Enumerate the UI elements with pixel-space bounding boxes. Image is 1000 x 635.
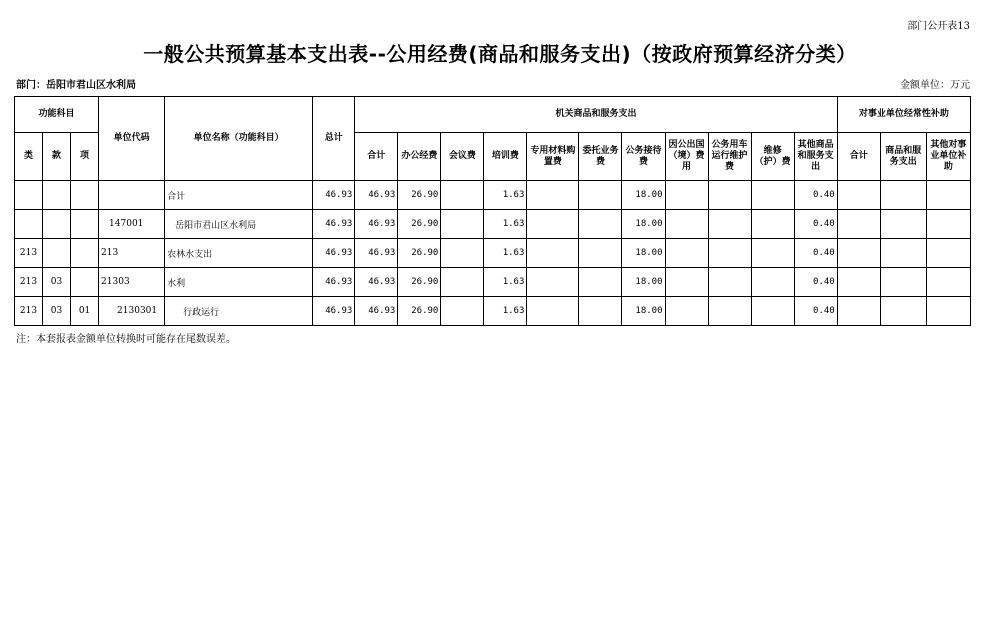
cell-vehicle-fee — [708, 268, 751, 297]
page-title: 一般公共预算基本支出表--公用经费(商品和服务支出)（按政府预算经济分类） — [143, 42, 857, 66]
header-sub-total: 合计 — [837, 133, 880, 181]
cell-sub-total — [837, 268, 880, 297]
cell-office-fee: 26.90 — [398, 181, 441, 210]
cell-vehicle-fee — [708, 181, 751, 210]
cell-vehicle-fee — [708, 210, 751, 239]
header-xiang: 项 — [71, 133, 99, 181]
cell-sub-total — [837, 181, 880, 210]
table-row — [15, 297, 971, 326]
cell-abroad-fee — [665, 239, 708, 268]
header-reception-fee: 公务接待费 — [622, 133, 665, 181]
cell-office-fee: 26.90 — [398, 239, 441, 268]
cell-other-gs: 0.40 — [794, 239, 837, 268]
cell-xiang — [71, 210, 99, 239]
header-sub-other: 其他对事业单位补助 — [926, 133, 970, 181]
header-lei: 类 — [15, 133, 43, 181]
cell-training-fee: 1.63 — [484, 181, 527, 210]
cell-repair-fee — [751, 210, 794, 239]
cell-lei: 213 — [15, 268, 43, 297]
cell-material-fee — [527, 210, 579, 239]
cell-reception-fee: 18.00 — [622, 210, 665, 239]
header-kuan: 款 — [43, 133, 71, 181]
cell-total: 46.93 — [313, 210, 355, 239]
cell-name: 农林水支出 — [165, 239, 313, 268]
cell-xiang — [71, 239, 99, 268]
department-label: 部门：岳阳市君山区水利局 — [16, 80, 136, 91]
cell-gs-total: 46.93 — [355, 210, 398, 239]
cell-repair-fee — [751, 268, 794, 297]
cell-kuan — [43, 181, 71, 210]
cell-sub-total — [837, 210, 880, 239]
expense-table — [14, 96, 971, 326]
cell-name: 合计 — [165, 181, 313, 210]
cell-reception-fee: 18.00 — [622, 181, 665, 210]
cell-training-fee: 1.63 — [484, 210, 527, 239]
cell-material-fee — [527, 181, 579, 210]
cell-sub-other — [926, 210, 970, 239]
cell-total: 46.93 — [313, 181, 355, 210]
cell-lei: 213 — [15, 297, 43, 326]
header-sub-gs: 商品和服务支出 — [880, 133, 926, 181]
cell-reception-fee: 18.00 — [622, 268, 665, 297]
cell-kuan: 03 — [43, 268, 71, 297]
cell-code: 213 — [99, 239, 165, 268]
header-unit-name: 单位名称（功能科目） — [165, 97, 313, 181]
cell-vehicle-fee — [708, 239, 751, 268]
header-office-fee: 办公经费 — [398, 133, 441, 181]
header-training-fee: 培训费 — [484, 133, 527, 181]
table-row — [15, 239, 971, 268]
cell-commission-fee — [579, 239, 622, 268]
cell-material-fee — [527, 268, 579, 297]
cell-commission-fee — [579, 268, 622, 297]
cell-abroad-fee — [665, 210, 708, 239]
cell-meeting-fee — [441, 268, 484, 297]
cell-repair-fee — [751, 297, 794, 326]
cell-meeting-fee — [441, 297, 484, 326]
cell-sub-other — [926, 297, 970, 326]
cell-kuan — [43, 239, 71, 268]
header-gs-total: 合计 — [355, 133, 398, 181]
cell-gs-total: 46.93 — [355, 297, 398, 326]
cell-name: 水利 — [165, 268, 313, 297]
cell-commission-fee — [579, 210, 622, 239]
cell-gs-total: 46.93 — [355, 268, 398, 297]
cell-code: 147001 — [99, 210, 165, 239]
cell-other-gs: 0.40 — [794, 297, 837, 326]
cell-name: 岳阳市君山区水利局 — [165, 210, 313, 239]
cell-reception-fee: 18.00 — [622, 297, 665, 326]
cell-repair-fee — [751, 181, 794, 210]
header-other-gs: 其他商品和服务支出 — [794, 133, 837, 181]
cell-office-fee: 26.90 — [398, 210, 441, 239]
cell-total: 46.93 — [313, 239, 355, 268]
cell-total: 46.93 — [313, 268, 355, 297]
cell-reception-fee: 18.00 — [622, 239, 665, 268]
cell-sub-total — [837, 297, 880, 326]
cell-sub-gs — [880, 297, 926, 326]
cell-abroad-fee — [665, 297, 708, 326]
cell-material-fee — [527, 297, 579, 326]
table-row — [15, 181, 971, 210]
header-commission-fee: 委托业务费 — [579, 133, 622, 181]
cell-gs-total: 46.93 — [355, 239, 398, 268]
cell-kuan — [43, 210, 71, 239]
cell-total: 46.93 — [313, 297, 355, 326]
cell-sub-gs — [880, 268, 926, 297]
header-total: 总计 — [313, 97, 355, 181]
cell-other-gs: 0.40 — [794, 268, 837, 297]
cell-xiang: 01 — [71, 297, 99, 326]
cell-training-fee: 1.63 — [484, 268, 527, 297]
cell-lei: 213 — [15, 239, 43, 268]
cell-sub-other — [926, 268, 970, 297]
header-goods-services: 机关商品和服务支出 — [355, 97, 837, 133]
header-unit-code: 单位代码 — [99, 97, 165, 181]
table-row — [15, 210, 971, 239]
cell-sub-total — [837, 239, 880, 268]
footnote: 注：本套报表金额单位转换时可能存在尾数误差。 — [16, 334, 236, 345]
cell-meeting-fee — [441, 181, 484, 210]
cell-code: 2130301 — [99, 297, 165, 326]
cell-sub-gs — [880, 239, 926, 268]
cell-meeting-fee — [441, 239, 484, 268]
header-repair-fee: 维修（护）费 — [751, 133, 794, 181]
cell-material-fee — [527, 239, 579, 268]
cell-lei — [15, 181, 43, 210]
cell-gs-total: 46.93 — [355, 181, 398, 210]
cell-lei — [15, 210, 43, 239]
cell-office-fee: 26.90 — [398, 268, 441, 297]
cell-code — [99, 181, 165, 210]
cell-sub-gs — [880, 181, 926, 210]
cell-repair-fee — [751, 239, 794, 268]
header-func-subject: 功能科目 — [15, 97, 99, 133]
cell-code: 21303 — [99, 268, 165, 297]
table-row — [15, 268, 971, 297]
cell-training-fee: 1.63 — [484, 239, 527, 268]
cell-commission-fee — [579, 181, 622, 210]
cell-sub-other — [926, 181, 970, 210]
cell-xiang — [71, 181, 99, 210]
cell-xiang — [71, 268, 99, 297]
cell-kuan: 03 — [43, 297, 71, 326]
cell-sub-other — [926, 239, 970, 268]
cell-office-fee: 26.90 — [398, 297, 441, 326]
cell-training-fee: 1.63 — [484, 297, 527, 326]
cell-meeting-fee — [441, 210, 484, 239]
header-abroad-fee: 因公出国（境）费用 — [665, 133, 708, 181]
header-subsidy: 对事业单位经常性补助 — [837, 97, 970, 133]
cell-abroad-fee — [665, 181, 708, 210]
cell-abroad-fee — [665, 268, 708, 297]
header-meeting-fee: 会议费 — [441, 133, 484, 181]
header-vehicle-fee: 公务用车运行维护费 — [708, 133, 751, 181]
unit-label: 金额单位：万元 — [900, 80, 970, 91]
cell-other-gs: 0.40 — [794, 210, 837, 239]
cell-vehicle-fee — [708, 297, 751, 326]
header-material-fee: 专用材料购置费 — [527, 133, 579, 181]
cell-name: 行政运行 — [165, 297, 313, 326]
cell-commission-fee — [579, 297, 622, 326]
cell-sub-gs — [880, 210, 926, 239]
page-label: 部门公开表13 — [907, 21, 970, 32]
cell-other-gs: 0.40 — [794, 181, 837, 210]
